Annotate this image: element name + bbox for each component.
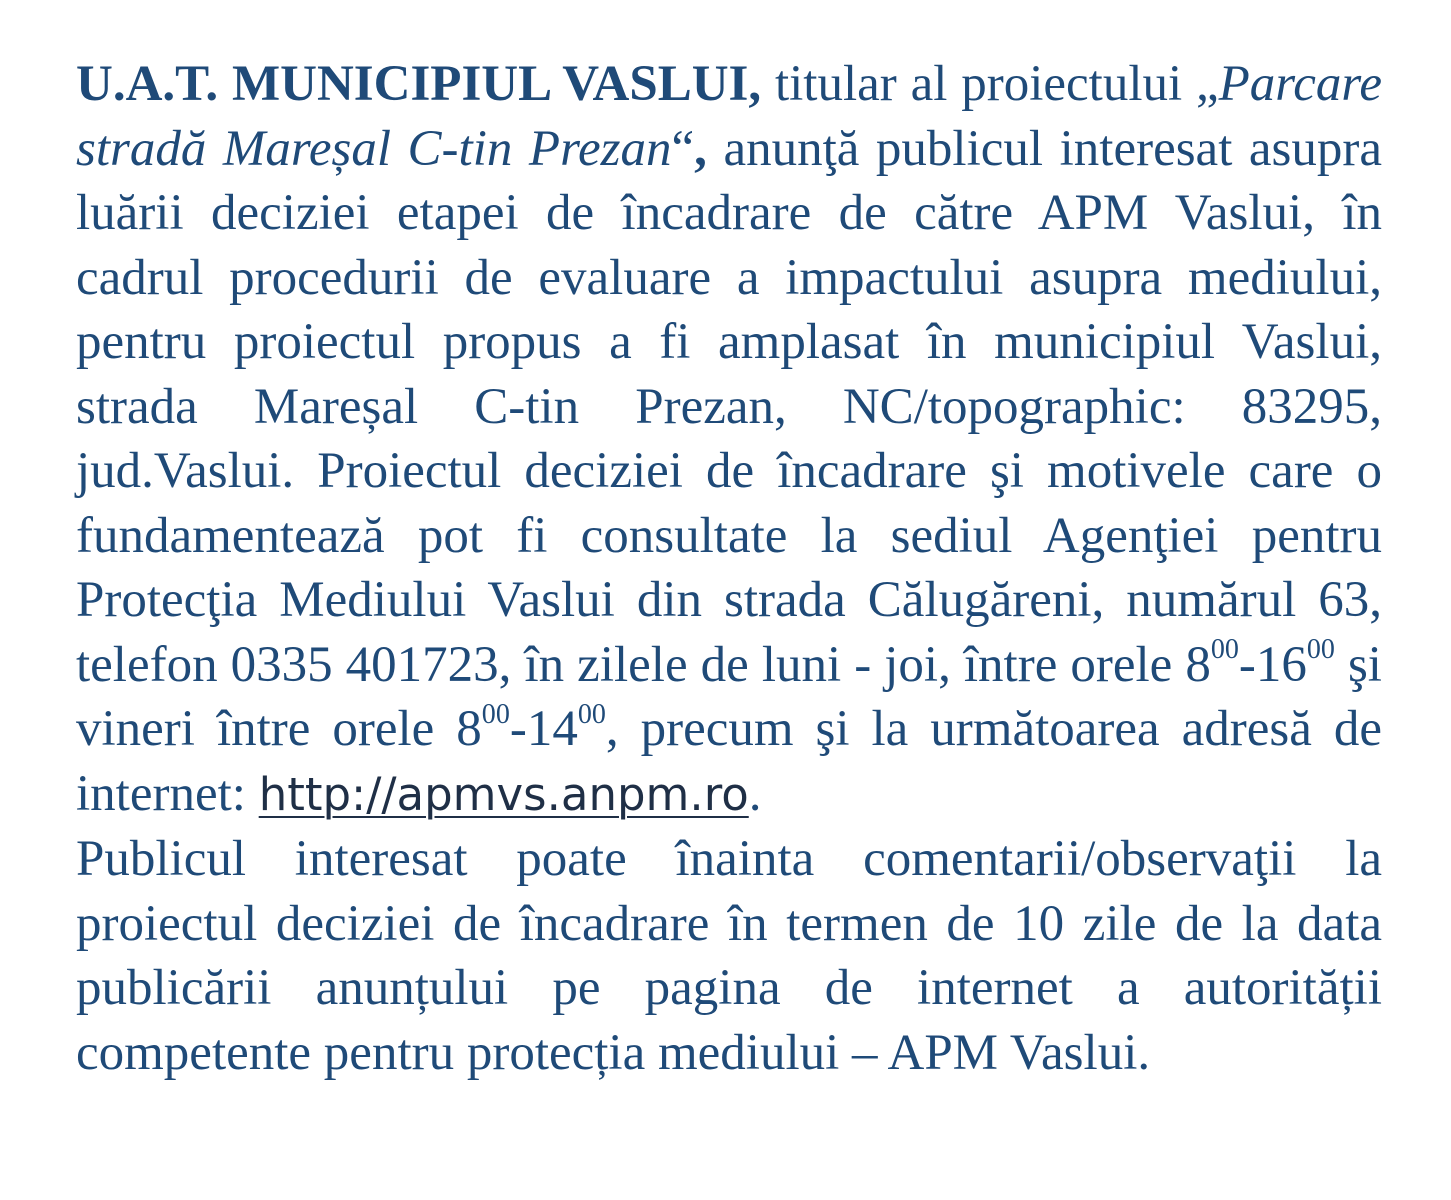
- time-dash: -: [1238, 636, 1256, 693]
- open-quote: „: [1196, 56, 1219, 112]
- project-comma: ,: [694, 120, 707, 177]
- time-dash: -: [509, 701, 527, 757]
- time-mon-thu-start-min: 00: [1210, 634, 1239, 666]
- time-mon-thu-end-min: 00: [1306, 634, 1335, 666]
- address-intro-text: , precum şi la următoarea adresă de internet:: [76, 701, 1382, 822]
- public-notice: [76, 52, 1382, 1085]
- project-name: Parcare stradă Mareșal C-tin Prezan: [76, 56, 1382, 177]
- time-mon-thu-end-hour: 16: [1255, 636, 1307, 693]
- applicant-role-text: titular al proiectului: [761, 56, 1197, 112]
- time-fri-start-min: 00: [481, 698, 510, 730]
- time-mon-thu-start-hour: 8: [1185, 636, 1211, 693]
- applicant-name: U.A.T. MUNICIPIUL VASLUI,: [76, 56, 762, 112]
- link-period: .: [748, 765, 762, 822]
- friday-hours-text: şi vineri între orele: [76, 636, 1382, 757]
- notice-paragraph-comments: Publicul interesat poate înainta comentarii/observaţii la proiectul deciziei de încadrare în termen de 10 zile de la data publicării anunțului pe pagina de internet a autorității competente pentru protecția mediului – APM Vaslui.: [76, 831, 1382, 1081]
- notice-body-text: anunţă publicul interesat asupra luării deciziei etapei de încadrare de către APM Vaslui, în cadrul procedurii de evaluare a impactului asupra mediului, pentru proiectul propus a fi amplasat în municipiul Vaslui, strada Mareșal C-tin Prezan, NC/topographic: 83295, jud.Vaslui. Proiectul deciziei de încadrare şi motivele care o fundamentează pot fi consultate la sediul Agenţiei pentru Protecţia Mediului Vaslui din strada Călugăreni, numărul 63, telefon 0335 401723, în zilele de luni - joi, între orele: [76, 120, 1383, 693]
- notice-paragraph-main: [76, 52, 1382, 827]
- close-quote: “: [671, 120, 695, 177]
- time-fri-end-min: 00: [577, 698, 606, 730]
- time-fri-end-hour: 14: [526, 701, 578, 757]
- time-fri-start-hour: 8: [456, 701, 482, 757]
- website-link[interactable]: http://apmvs.anpm.ro: [258, 767, 749, 821]
